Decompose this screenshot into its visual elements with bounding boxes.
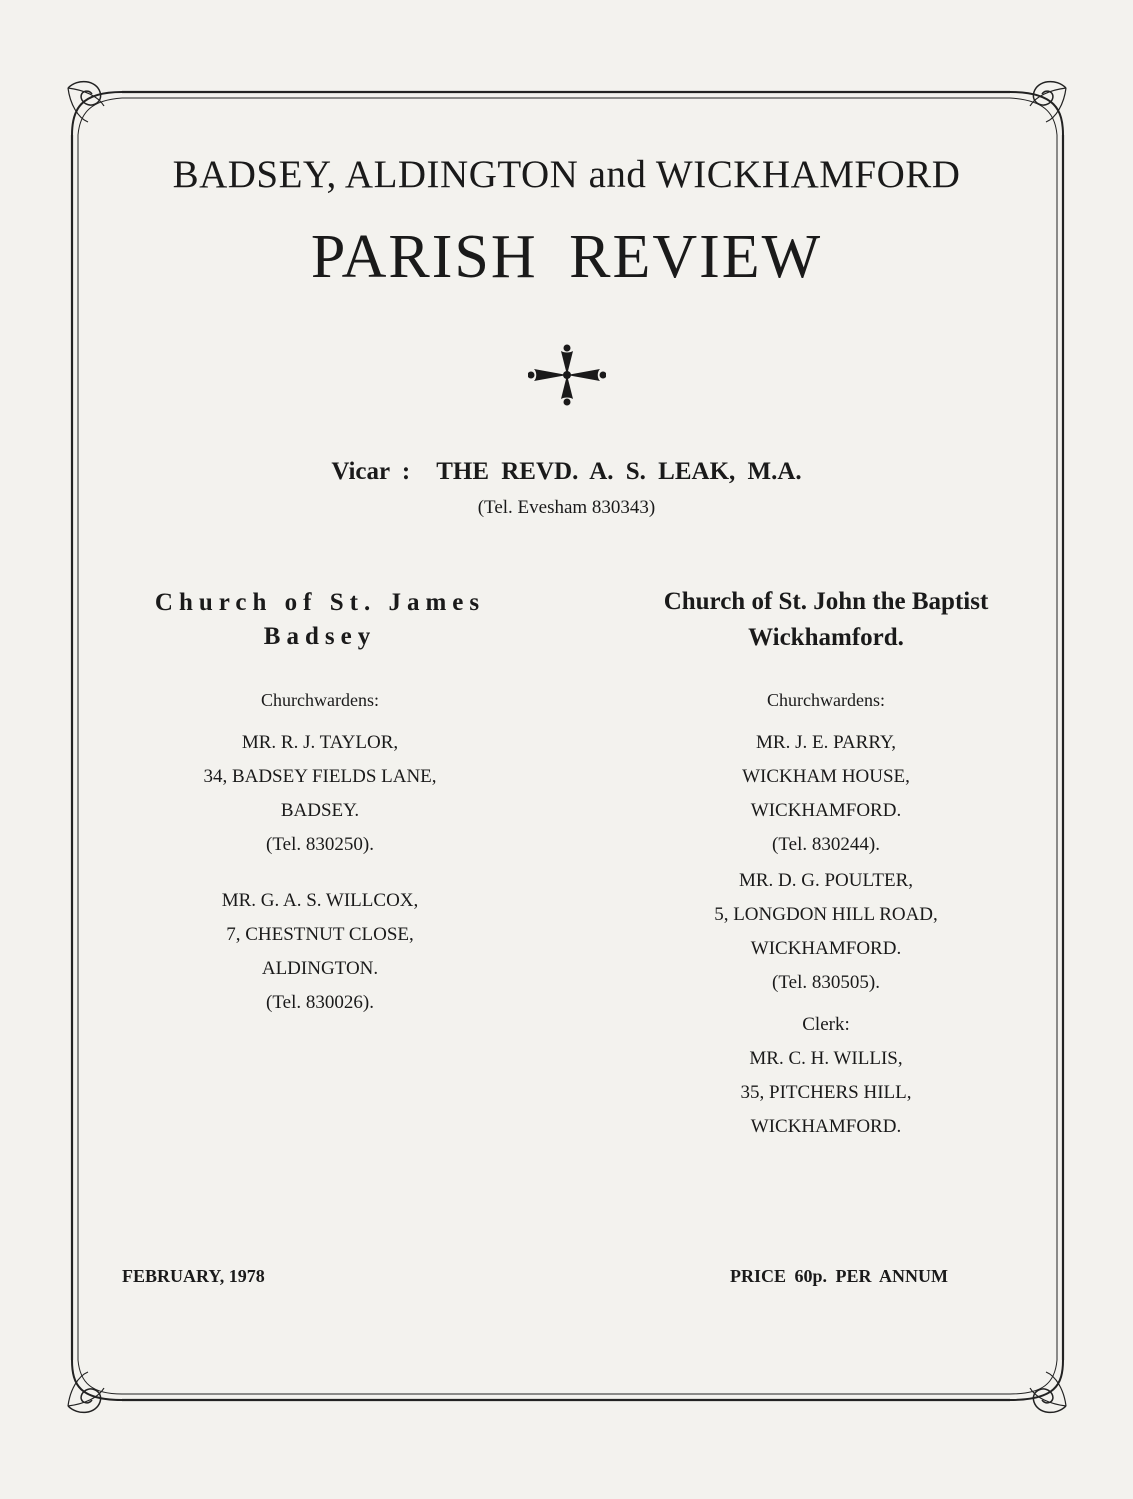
warden-address-line: 7, CHESTNUT CLOSE, xyxy=(226,924,414,945)
warden-address-line: WICKHAMFORD. xyxy=(750,938,902,959)
cross-icon xyxy=(528,343,606,407)
right-church-section xyxy=(606,584,1046,656)
warden-tel: (Tel. 830505). xyxy=(772,972,880,993)
parishes-heading: BADSEY, ALDINGTON and WICKHAMFORD xyxy=(172,153,961,196)
warden-address-line: WICKHAM HOUSE, xyxy=(742,766,910,787)
warden-tel: (Tel. 830250). xyxy=(266,834,374,855)
warden-tel: (Tel. 830244). xyxy=(772,834,880,855)
page-title: PARISH REVIEW xyxy=(310,223,823,291)
right-warden-1 xyxy=(606,726,1046,862)
warden-address-line: WICKHAMFORD. xyxy=(750,800,902,821)
clerk-section xyxy=(606,1008,1046,1144)
left-warden-1 xyxy=(110,726,530,862)
left-warden-2 xyxy=(110,884,530,1020)
clerk-label: Clerk: xyxy=(802,1014,850,1035)
warden-name: MR. D. G. POULTER, xyxy=(738,870,913,891)
left-church-place: Badsey xyxy=(263,623,377,650)
warden-address-line: 34, BADSEY FIELDS LANE, xyxy=(203,766,437,787)
warden-address-line: ALDINGTON. xyxy=(261,958,379,979)
clerk-address-line: WICKHAMFORD. xyxy=(750,1116,902,1137)
warden-name: MR. R. J. TAYLOR, xyxy=(241,732,399,753)
left-church-section xyxy=(110,586,530,654)
right-churchwardens-label: Churchwardens: xyxy=(767,690,885,710)
warden-address-line: BADSEY. xyxy=(280,800,360,821)
vicar-line xyxy=(0,458,1133,486)
issue-date: FEBRUARY, 1978 xyxy=(122,1266,265,1286)
warden-address-line: 5, LONGDON HILL ROAD, xyxy=(714,904,938,925)
warden-name: MR. J. E. PARRY, xyxy=(756,732,896,753)
vicar-name: THE REVD. A. S. LEAK, M.A. xyxy=(436,458,802,485)
warden-name: MR. G. A. S. WILLCOX, xyxy=(221,890,419,911)
right-church-place: Wickhamford. xyxy=(748,624,904,651)
left-churchwardens-label: Churchwardens: xyxy=(261,690,379,710)
clerk-name: MR. C. H. WILLIS, xyxy=(749,1048,903,1069)
left-church-name: Church of St. James xyxy=(154,589,486,616)
vicar-tel: (Tel. Evesham 830343) xyxy=(477,497,656,518)
vicar-label: Vicar : xyxy=(331,458,411,485)
right-warden-2 xyxy=(606,864,1046,1000)
clerk-address-line: 35, PITCHERS HILL, xyxy=(740,1082,912,1103)
right-church-name: Church of St. John the Baptist xyxy=(663,588,989,615)
warden-tel: (Tel. 830026). xyxy=(266,992,374,1013)
issue-price: PRICE 60p. PER ANNUM xyxy=(730,1266,949,1286)
